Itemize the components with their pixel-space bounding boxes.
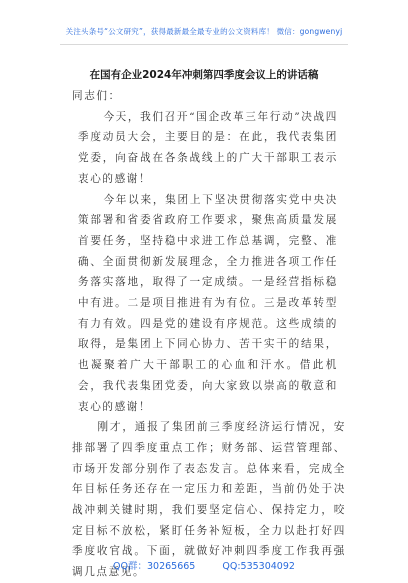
paragraph-achievements: 今年以来，集团上下坚决贯彻落实党中央决策部署和省委省政府工作要求，聚焦高质量发展首要任务，坚持稳中求进工作总基调，完整、准确、全面贯彻新发展理念，全力推进各项工作任务落实落地，取得了一定成绩。一是经营指标稳中有进。二是项目推进有为有位。三是改革转型有力有效。四是党的建设有序规范。这些成绩的取得，是集团上下同心协力、苦干实干的结果，也凝聚着广大干部职工的心血和汗水。借此机会，我代表集团党委，向大家致以崇高的敬意和衷心的感谢！ (78, 193, 338, 413)
greeting: 同志们： (72, 90, 121, 102)
document-title: 在国有企业2024年冲刺第四季度会议上的讲话稿 (89, 69, 319, 81)
paragraph-fourth-quarter: 刚才，通报了集团前三季度经济运行情况，安排部署了四季度重点工作；财务部、运营管理部、市场开发部分别作了表态发言。总体来看，完成全年目标任务还存在一定压力和差距，当前仍处于决战冲刺关键时期，我们要坚定信心、保持定力，咬定目标不放松，紧盯任务补短板，全力以赴打好四季度收官战。下面，就做好冲刺四季度工作我再强调几点意见。 (72, 421, 346, 579)
header-note: 关注头条号“公文研究”，获得最新最全最专业的公文资料库！ 微信：gongwenyj (65, 27, 343, 36)
paragraph-opening: 今天，我们召开“国企改革三年行动”决战四季度动员大会，主要目的是：在此，我代表集团党委，向奋战在各条战线上的广大干部职工表示衷心的感谢！ (78, 110, 338, 185)
document-body (72, 86, 346, 583)
footer-qq-group: QQ群：30265665 (113, 561, 196, 572)
header-divider (60, 44, 348, 45)
footer-qq: QQ:535304092 (222, 561, 295, 572)
footer-contacts (0, 558, 408, 572)
